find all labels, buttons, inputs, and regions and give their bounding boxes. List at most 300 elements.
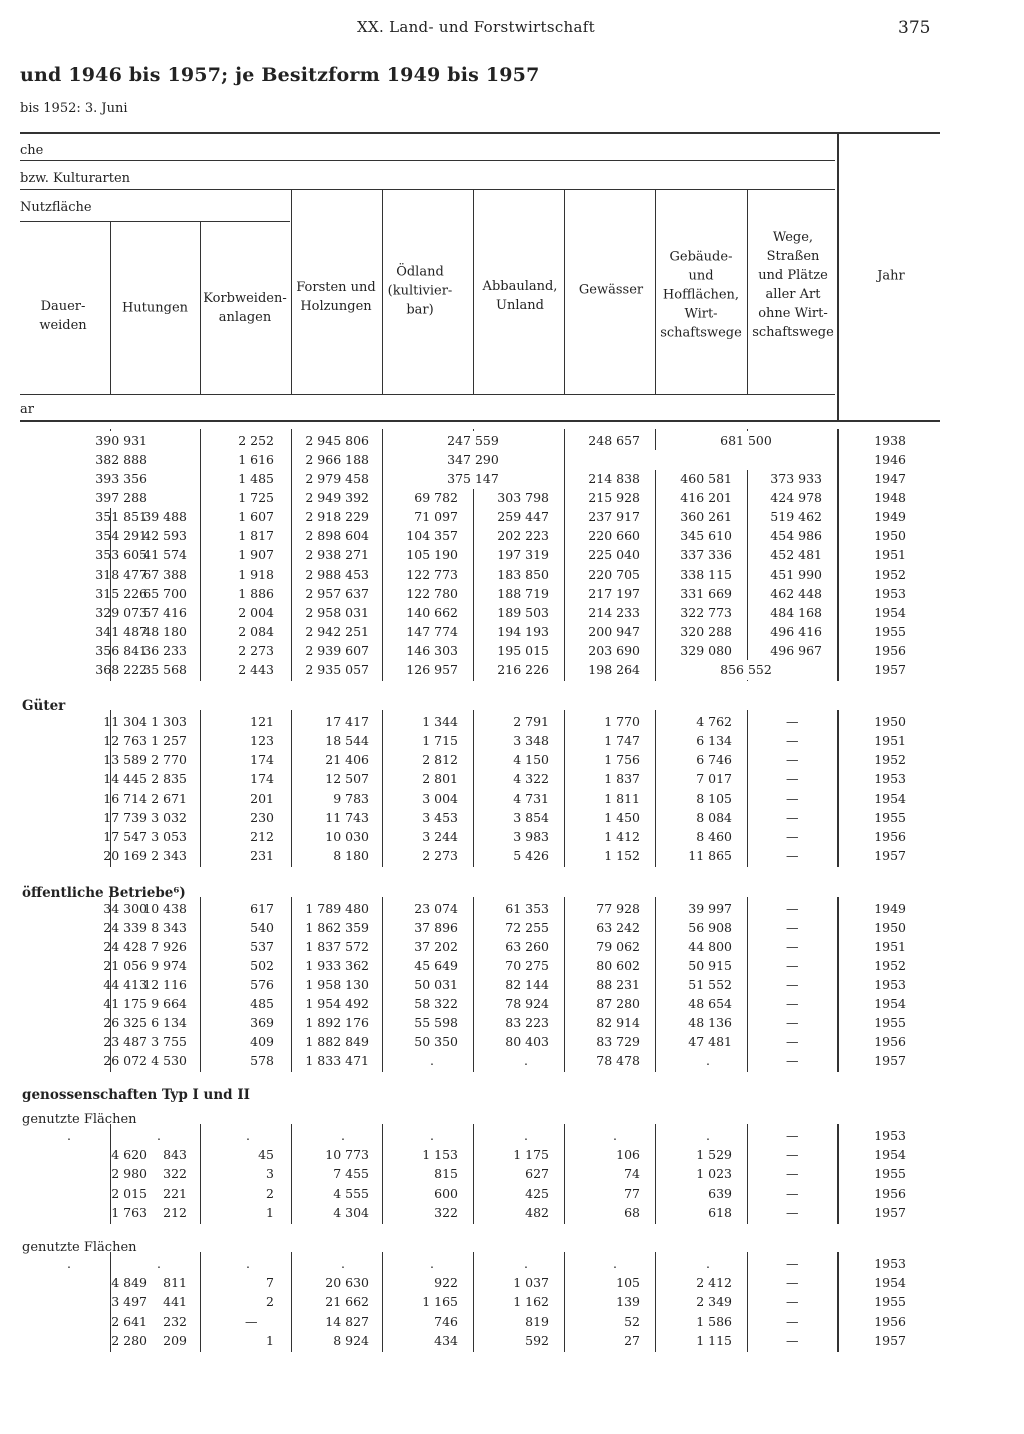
table-cell: 600 xyxy=(434,1185,458,1201)
table-cell: 215 928 xyxy=(588,490,640,506)
table-cell: — xyxy=(786,733,799,749)
table-cell: 48 180 xyxy=(143,623,187,639)
table-cell: 424 978 xyxy=(770,490,822,506)
table-cell: . xyxy=(430,1053,434,1069)
table-cell: 216 226 xyxy=(497,661,549,677)
table-cell: 50 350 xyxy=(414,1034,458,1050)
table-cell: 1 586 xyxy=(696,1313,732,1329)
table-cell: 496 416 xyxy=(770,623,822,639)
table-cell: 393 356 xyxy=(95,471,147,487)
table-cell: 194 193 xyxy=(497,623,549,639)
column-rule xyxy=(564,710,565,867)
year-cell: 1953 xyxy=(874,585,906,601)
table-cell: 80 403 xyxy=(505,1034,549,1050)
table-cell: 815 xyxy=(434,1166,458,1182)
section-title: öffentliche Betriebe⁶) xyxy=(22,885,186,901)
table-cell: 338 115 xyxy=(680,566,732,582)
table-cell: 202 223 xyxy=(497,528,549,544)
table-cell: 8 343 xyxy=(151,920,187,936)
table-cell: — xyxy=(786,828,799,844)
table-cell: 6 134 xyxy=(696,733,732,749)
table-cell: 45 649 xyxy=(414,958,458,974)
table-cell: — xyxy=(786,1128,799,1143)
table-cell: 146 303 xyxy=(406,642,458,658)
table-cell: 52 xyxy=(624,1313,640,1329)
table-cell: 454 986 xyxy=(770,528,822,544)
table-cell: 1 817 xyxy=(238,528,274,544)
year-cell: 1954 xyxy=(874,604,906,620)
table-cell: 1 725 xyxy=(238,490,274,506)
column-rule xyxy=(837,1124,839,1224)
table-cell: 1 xyxy=(266,1332,274,1348)
table-cell: 2 957 637 xyxy=(305,585,369,601)
year-cell: 1938 xyxy=(874,433,906,448)
column-rule xyxy=(747,710,748,867)
column-rule xyxy=(200,897,201,1072)
table-cell: 48 136 xyxy=(688,1015,732,1031)
table-cell: 2 938 271 xyxy=(305,547,369,563)
table-cell: 61 353 xyxy=(505,901,549,916)
table-cell: 55 598 xyxy=(414,1015,458,1031)
table-cell: 368 222 xyxy=(95,661,147,677)
table-cell: 21 406 xyxy=(325,752,369,768)
table-cell: 9 783 xyxy=(333,790,369,806)
table-cell: 220 660 xyxy=(588,528,640,544)
column-rule xyxy=(291,897,292,1072)
column-rule xyxy=(291,1124,292,1224)
table-cell: 126 957 xyxy=(406,661,458,677)
table-cell: 2 980 xyxy=(111,1166,147,1182)
table-cell: 50 031 xyxy=(414,977,458,993)
table-cell: 26 072 xyxy=(103,1053,147,1069)
table-cell: 1 152 xyxy=(604,847,640,863)
table-cell: 2 004 xyxy=(238,604,274,620)
table-cell: 1 344 xyxy=(422,714,458,729)
table-cell: 105 xyxy=(616,1275,640,1291)
table-cell: 2 280 xyxy=(111,1332,147,1348)
table-cell: 10 030 xyxy=(325,828,369,844)
column-header: Hutungen xyxy=(121,300,189,316)
table-cell: 21 662 xyxy=(325,1294,369,1310)
table-cell: 189 503 xyxy=(497,604,549,620)
table-cell: 482 xyxy=(525,1204,549,1220)
table-cell: 37 202 xyxy=(414,939,458,955)
table-cell: 2 273 xyxy=(422,847,458,863)
column-header: Forsten und Holzungen xyxy=(296,280,376,314)
merge-cover xyxy=(746,450,749,470)
table-cell: 23 074 xyxy=(414,901,458,916)
table-cell: 34 300 xyxy=(103,901,147,916)
table-cell: 10 438 xyxy=(143,901,187,916)
year-cell: 1954 xyxy=(874,1147,906,1163)
table-cell: 3 348 xyxy=(513,733,549,749)
header-rule-bottom xyxy=(20,420,940,422)
table-cell: 1 450 xyxy=(604,809,640,825)
table-cell: 409 xyxy=(250,1034,274,1050)
year-cell: 1954 xyxy=(874,1275,906,1291)
table-cell: 82 914 xyxy=(596,1015,640,1031)
table-cell: 2 273 xyxy=(238,642,274,658)
table-cell: 322 xyxy=(434,1204,458,1220)
table-cell: 237 917 xyxy=(588,509,640,525)
table-cell: 63 242 xyxy=(596,920,640,936)
table-cell: — xyxy=(786,977,799,993)
table-cell: 67 388 xyxy=(143,566,187,582)
table-cell: . xyxy=(524,1128,528,1143)
table-cell: 68 xyxy=(624,1204,640,1220)
column-rule xyxy=(564,429,565,681)
table-cell: — xyxy=(786,1166,799,1182)
table-cell: 592 xyxy=(525,1332,549,1348)
column-rule xyxy=(564,897,565,1072)
table-cell: 188 719 xyxy=(497,585,549,601)
table-cell: . xyxy=(67,1128,71,1143)
table-cell: 1 303 xyxy=(151,714,187,729)
column-rule xyxy=(747,1252,748,1352)
table-cell: 322 773 xyxy=(680,604,732,620)
table-cell: 23 487 xyxy=(103,1034,147,1050)
table-cell: . xyxy=(341,1128,345,1143)
table-cell: 231 xyxy=(250,847,274,863)
header-column-rule xyxy=(747,189,748,394)
table-cell: — xyxy=(786,1332,799,1348)
year-cell: 1952 xyxy=(874,566,906,582)
table-cell: 24 428 xyxy=(103,939,147,955)
table-cell: 2 988 453 xyxy=(305,566,369,582)
column-rule xyxy=(291,1252,292,1352)
table-cell: 214 838 xyxy=(588,471,640,487)
column-rule xyxy=(473,1124,474,1224)
table-cell: 351 851 xyxy=(95,509,147,525)
table-cell: 2 812 xyxy=(422,752,458,768)
table-cell: 416 201 xyxy=(680,490,732,506)
table-cell: 74 xyxy=(624,1166,640,1182)
table-cell: 1 862 359 xyxy=(305,920,369,936)
table-cell: 2 349 xyxy=(696,1294,732,1310)
table-cell: . xyxy=(246,1256,250,1271)
table-cell: — xyxy=(786,847,799,863)
table-cell: 83 729 xyxy=(596,1034,640,1050)
table-cell: 452 481 xyxy=(770,547,822,563)
table-cell: — xyxy=(786,1034,799,1050)
table-cell: 496 967 xyxy=(770,642,822,658)
year-cell: 1951 xyxy=(874,939,906,955)
table-cell: 460 581 xyxy=(680,471,732,487)
table-cell: — xyxy=(786,1015,799,1031)
table-cell: 617 xyxy=(250,901,274,916)
table-cell: — xyxy=(786,958,799,974)
table-cell: 4 304 xyxy=(333,1204,369,1220)
table-cell: 322 xyxy=(163,1166,187,1182)
table-cell: 4 620 xyxy=(111,1147,147,1163)
table-cell: 197 319 xyxy=(497,547,549,563)
section-title: Güter xyxy=(22,698,66,714)
year-cell: 1953 xyxy=(874,1128,906,1143)
table-cell: 2 918 229 xyxy=(305,509,369,525)
table-cell: 843 xyxy=(163,1147,187,1163)
header-column-rule xyxy=(291,189,292,394)
table-cell: 1 412 xyxy=(604,828,640,844)
table-cell: 6 746 xyxy=(696,752,732,768)
table-cell: 77 xyxy=(624,1185,640,1201)
table-cell: 14 445 xyxy=(103,771,147,787)
table-cell: 1 257 xyxy=(151,733,187,749)
table-cell: 434 xyxy=(434,1332,458,1348)
header-column-rule xyxy=(382,189,383,394)
table-cell: 4 731 xyxy=(513,790,549,806)
table-cell: 1 xyxy=(266,1204,274,1220)
table-cell: 41 574 xyxy=(143,547,187,563)
table-cell: 1 886 xyxy=(238,585,274,601)
table-cell: 17 547 xyxy=(103,828,147,844)
table-cell: 71 097 xyxy=(414,509,458,525)
year-cell: 1953 xyxy=(874,977,906,993)
table-cell: 200 947 xyxy=(588,623,640,639)
column-rule xyxy=(200,710,201,867)
table-cell: 537 xyxy=(250,939,274,955)
table-cell: 77 928 xyxy=(596,901,640,916)
table-cell: 2 801 xyxy=(422,771,458,787)
table-cell: 16 714 xyxy=(103,790,147,806)
table-cell: 1 811 xyxy=(604,790,640,806)
column-rule xyxy=(382,1252,383,1352)
column-header: Dauer- weiden xyxy=(39,299,87,333)
table-cell: 5 426 xyxy=(513,847,549,863)
table-cell: . xyxy=(430,1256,434,1271)
page-number: 375 xyxy=(898,18,931,38)
year-cell: 1955 xyxy=(874,1166,906,1182)
table-cell: 1 715 xyxy=(422,733,458,749)
column-rule xyxy=(564,1124,565,1224)
column-rule xyxy=(655,710,656,867)
table-cell: 4 849 xyxy=(111,1275,147,1291)
table-cell: 18 544 xyxy=(325,733,369,749)
table-cell: 1 756 xyxy=(604,752,640,768)
year-cell: 1947 xyxy=(874,471,906,487)
table-cell: 578 xyxy=(250,1053,274,1069)
table-cell: 247 559 xyxy=(447,433,499,448)
table-cell: — xyxy=(786,714,799,729)
table-cell: 3 xyxy=(266,1166,274,1182)
table-cell: 1 789 480 xyxy=(305,901,369,916)
table-cell: 72 255 xyxy=(505,920,549,936)
table-cell: 183 850 xyxy=(497,566,549,582)
table-cell: 248 657 xyxy=(588,433,640,448)
table-cell: . xyxy=(430,1128,434,1143)
table-cell: 65 700 xyxy=(143,585,187,601)
table-cell: 315 226 xyxy=(95,585,147,601)
table-cell: 2 343 xyxy=(151,847,187,863)
table-cell: 259 447 xyxy=(497,509,549,525)
year-cell: 1956 xyxy=(874,1185,906,1201)
year-cell: 1955 xyxy=(874,623,906,639)
table-cell: — xyxy=(786,790,799,806)
table-cell: 121 xyxy=(250,714,274,729)
table-cell: 485 xyxy=(250,996,274,1012)
page-title: und 1946 bis 1957; je Besitzform 1949 bis 1957 xyxy=(20,64,540,86)
year-cell: 1950 xyxy=(874,920,906,936)
year-cell: 1956 xyxy=(874,1034,906,1050)
column-rule xyxy=(200,1252,201,1352)
year-cell: 1952 xyxy=(874,958,906,974)
table-cell: 225 040 xyxy=(588,547,640,563)
header-column-rule xyxy=(200,221,201,394)
table-cell: 375 147 xyxy=(447,471,499,487)
table-cell: 69 782 xyxy=(414,490,458,506)
table-cell: 58 322 xyxy=(414,996,458,1012)
table-cell: . xyxy=(613,1256,617,1271)
table-cell: 3 004 xyxy=(422,790,458,806)
table-cell: 1 153 xyxy=(422,1147,458,1163)
table-cell: 10 773 xyxy=(325,1147,369,1163)
table-cell: 2 945 806 xyxy=(305,433,369,448)
table-cell: 3 244 xyxy=(422,828,458,844)
table-cell: — xyxy=(786,1256,799,1271)
column-rule xyxy=(747,1124,748,1224)
table-cell: 203 690 xyxy=(588,642,640,658)
table-cell: — xyxy=(786,996,799,1012)
table-cell: 347 290 xyxy=(447,452,499,468)
year-cell: 1957 xyxy=(874,661,906,677)
table-cell: 174 xyxy=(250,752,274,768)
table-cell: . xyxy=(246,1128,250,1143)
table-cell: 7 455 xyxy=(333,1166,369,1182)
year-column-rule xyxy=(837,132,839,420)
column-rule xyxy=(382,1124,383,1224)
table-cell: 1 892 176 xyxy=(305,1015,369,1031)
table-cell: 2 958 031 xyxy=(305,604,369,620)
table-cell: 122 773 xyxy=(406,566,458,582)
table-cell: 356 841 xyxy=(95,642,147,658)
table-cell: 425 xyxy=(525,1185,549,1201)
table-cell: 1 837 xyxy=(604,771,640,787)
table-cell: 8 180 xyxy=(333,847,369,863)
header-column-rule xyxy=(473,189,474,394)
column-rule xyxy=(837,897,839,1072)
table-cell: 2 xyxy=(266,1185,274,1201)
column-rule xyxy=(200,429,201,681)
unit-label: ar xyxy=(20,402,34,417)
header-rule xyxy=(20,394,835,395)
table-cell: 1 907 xyxy=(238,547,274,563)
table-cell: 106 xyxy=(616,1147,640,1163)
column-rule xyxy=(655,1124,656,1224)
table-cell: 331 669 xyxy=(680,585,732,601)
table-cell: 3 032 xyxy=(151,809,187,825)
year-cell: 1956 xyxy=(874,642,906,658)
table-cell: — xyxy=(786,1147,799,1163)
table-cell: 4 322 xyxy=(513,771,549,787)
table-cell: 2 898 604 xyxy=(305,528,369,544)
table-cell: 369 xyxy=(250,1015,274,1031)
table-cell: 1 023 xyxy=(696,1166,732,1182)
table-cell: 80 602 xyxy=(596,958,640,974)
column-rule xyxy=(837,429,839,681)
year-cell: 1957 xyxy=(874,847,906,863)
table-cell: 811 xyxy=(163,1275,187,1291)
table-cell: 329 073 xyxy=(95,604,147,620)
table-cell: 681 500 xyxy=(720,433,772,448)
table-cell: 1 485 xyxy=(238,471,274,487)
running-head: XX. Land- und Forstwirtschaft xyxy=(357,18,595,36)
table-cell: . xyxy=(706,1256,710,1271)
table-cell: 519 462 xyxy=(770,509,822,525)
table-cell: 27 xyxy=(624,1332,640,1348)
table-cell: 20 169 xyxy=(103,847,147,863)
table-cell: 341 487 xyxy=(95,623,147,639)
table-cell: 8 460 xyxy=(696,828,732,844)
table-cell: 48 654 xyxy=(688,996,732,1012)
column-rule xyxy=(655,1252,656,1352)
table-cell: 451 990 xyxy=(770,566,822,582)
table-cell: 1 882 849 xyxy=(305,1034,369,1050)
table-cell: 1 175 xyxy=(513,1147,549,1163)
table-cell: 8 924 xyxy=(333,1332,369,1348)
table-cell: 2 084 xyxy=(238,623,274,639)
table-cell: 2 979 458 xyxy=(305,471,369,487)
table-cell: 540 xyxy=(250,920,274,936)
table-cell: 198 264 xyxy=(588,661,640,677)
table-cell: 1 607 xyxy=(238,509,274,525)
year-cell: 1950 xyxy=(874,528,906,544)
table-cell: 1 837 572 xyxy=(305,939,369,955)
column-rule xyxy=(382,897,383,1072)
table-cell: 105 190 xyxy=(406,547,458,563)
table-cell: 360 261 xyxy=(680,509,732,525)
table-cell: 9 974 xyxy=(151,958,187,974)
header-rule-top xyxy=(20,132,940,134)
table-cell: 4 150 xyxy=(513,752,549,768)
header-column-rule xyxy=(110,221,111,394)
table-cell: 1 770 xyxy=(604,714,640,729)
table-cell: 3 755 xyxy=(151,1034,187,1050)
header-row-1: che xyxy=(20,143,44,158)
table-cell: 17 417 xyxy=(325,714,369,729)
table-cell: — xyxy=(786,1204,799,1220)
column-rule xyxy=(837,710,839,867)
table-cell: 11 865 xyxy=(688,847,732,863)
table-cell: 88 231 xyxy=(596,977,640,993)
table-cell: 2 949 392 xyxy=(305,490,369,506)
table-cell: . xyxy=(157,1256,161,1271)
table-cell: 627 xyxy=(525,1166,549,1182)
table-cell: 1 933 362 xyxy=(305,958,369,974)
table-cell: 104 357 xyxy=(406,528,458,544)
table-cell: 1 747 xyxy=(604,733,640,749)
table-cell: 337 336 xyxy=(680,547,732,563)
column-header: Abbauland, Unland xyxy=(482,279,558,313)
column-rule xyxy=(200,1124,201,1224)
table-cell: 44 800 xyxy=(688,939,732,955)
column-header: Wege, Straßen und Plätze aller Art ohne Wirt- schaftswege xyxy=(752,230,834,340)
table-cell: 70 275 xyxy=(505,958,549,974)
table-cell: 382 888 xyxy=(95,452,147,468)
year-cell: 1949 xyxy=(874,901,906,916)
table-cell: — xyxy=(786,771,799,787)
table-cell: 41 175 xyxy=(103,996,147,1012)
year-cell: 1953 xyxy=(874,1256,906,1271)
table-cell: 3 983 xyxy=(513,828,549,844)
table-cell: 11 304 xyxy=(103,714,147,729)
table-cell: 47 481 xyxy=(688,1034,732,1050)
table-cell: 50 915 xyxy=(688,958,732,974)
year-cell: 1954 xyxy=(874,996,906,1012)
table-cell: — xyxy=(245,1313,258,1329)
table-cell: 17 739 xyxy=(103,809,147,825)
table-cell: 87 280 xyxy=(596,996,640,1012)
table-cell: 83 223 xyxy=(505,1015,549,1031)
table-cell: 1 529 xyxy=(696,1147,732,1163)
